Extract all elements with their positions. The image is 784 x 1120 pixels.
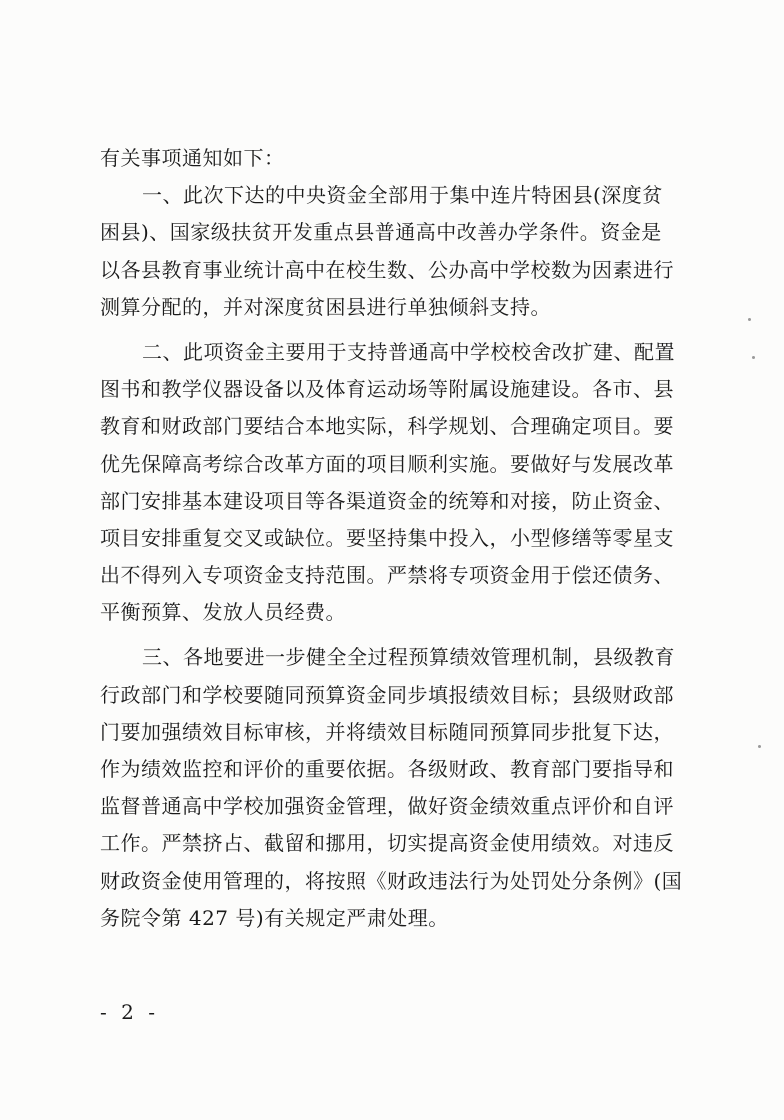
scan-speck <box>752 356 755 359</box>
paragraph-2-line: 项目安排重复交叉或缺位。要坚持集中投入，小型修缮等零星支 <box>100 525 674 550</box>
paragraph-3-line: 作为绩效监控和评价的重要依据。各级财政、教育部门要指导和 <box>100 757 674 781</box>
paragraph-2-line: 图书和教学仪器设备以及体育运动场等附属设施建设。各市、县 <box>100 377 674 402</box>
document-body <box>100 140 690 937</box>
paragraph-3-line: 监督普通高中学校加强资金管理，做好资金绩效重点评价和自评 <box>100 794 674 819</box>
paragraph-1-line: 一、此次下达的中央资金全部用于集中连片特困县(深度贫 <box>142 183 663 208</box>
paragraph-3-line: 三、各地要进一步健全全过程预算绩效管理机制，县级教育 <box>142 645 675 670</box>
intro-line: 有关事项通知如下： <box>100 146 285 170</box>
paragraph-3-line: 财政资金使用管理的，将按照《财政违法行为处罚处分条例》(国 <box>100 868 683 893</box>
paragraph-2-line: 教育和财政部门要结合本地实际，科学规划、合理确定项目。要 <box>100 414 674 439</box>
paragraph-2-line: 优先保障高考综合改革方面的项目顺利实施。要做好与发展改革 <box>100 451 674 476</box>
paragraph-3-line: 行政部门和学校要随同预算资金同步填报绩效目标；县级财政部 <box>100 682 674 707</box>
paragraph-1-line: 困县)、国家级扶贫开发重点县普通高中改善办学条件。资金是 <box>100 220 662 245</box>
scan-speck <box>748 318 751 321</box>
page-number: - 2 - <box>100 1000 159 1024</box>
paragraph-2-line: 平衡预算、发放人员经费。 <box>100 600 346 625</box>
paragraph-1-line: 测算分配的，并对深度贫困县进行单独倾斜支持。 <box>100 294 551 319</box>
paragraph-2-line: 部门安排基本建设项目等各渠道资金的统筹和对接，防止资金、 <box>100 488 674 513</box>
paragraph-3-line: 工作。严禁挤占、截留和挪用，切实提高资金使用绩效。对违反 <box>100 831 674 856</box>
paragraph-3-line: 务院令第 427 号)有关规定严肃处理。 <box>100 905 449 930</box>
paragraph-1-line: 以各县教育事业统计高中在校生数、公办高中学校数为因素进行 <box>100 257 674 282</box>
scan-speck <box>758 745 761 748</box>
paragraph-2-line: 出不得列入专项资金支持范围。严禁将专项资金用于偿还债务、 <box>100 563 674 588</box>
paragraph-2-line: 二、此项资金主要用于支持普通高中学校校舍改扩建、配置 <box>142 339 675 364</box>
paragraph-3-line: 门要加强绩效目标审核，并将绩效目标随同预算同步批复下达， <box>100 719 674 744</box>
